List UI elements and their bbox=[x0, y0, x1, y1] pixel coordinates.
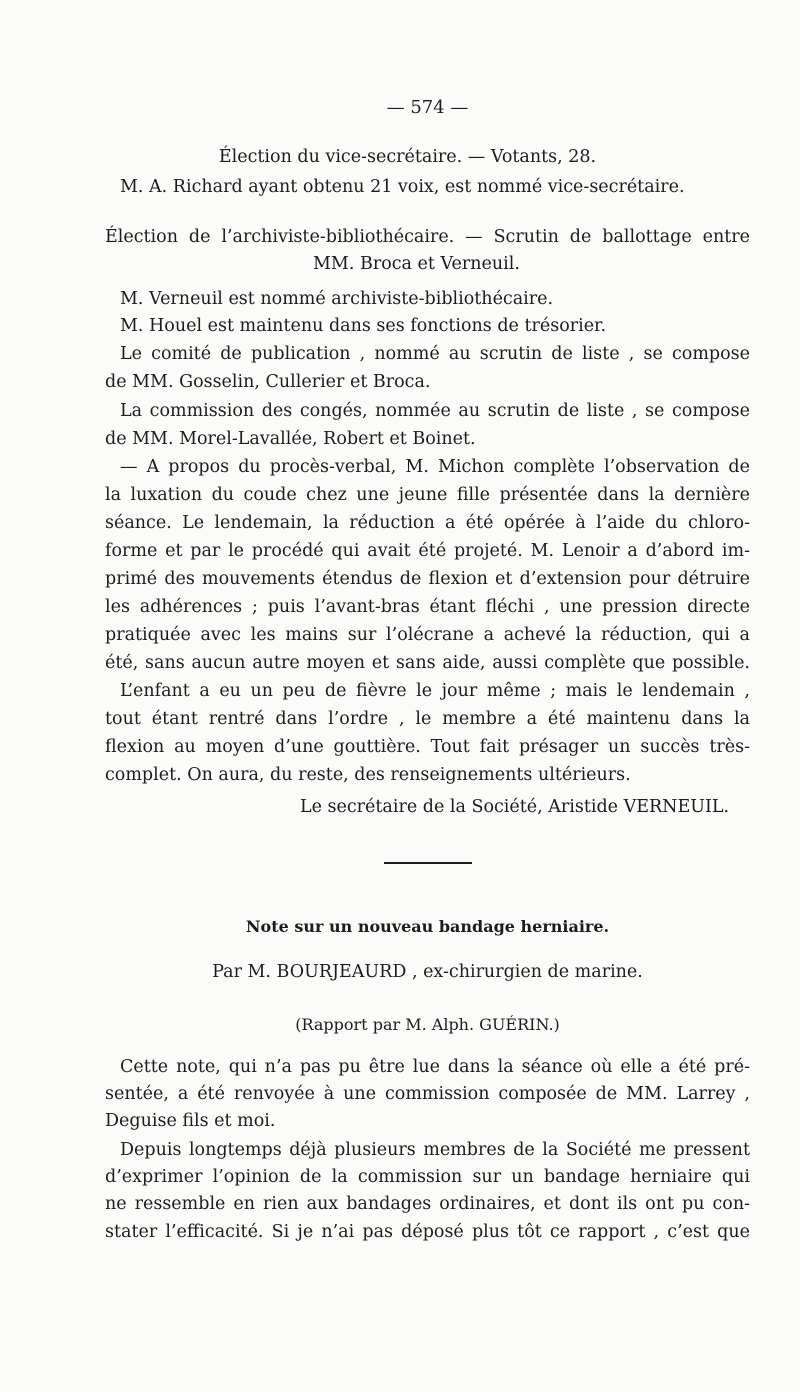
text-line: d’exprimer l’opinion de la commission sur un bandage herniaire qui bbox=[105, 1167, 750, 1187]
text-line: de MM. Gosselin, Cullerier et Broca. bbox=[105, 372, 431, 392]
text-line: séance. Le lendemain, la réduction a été opérée à l’aide du chloro- bbox=[105, 513, 750, 533]
election-archivist-heading: Élection de l’archiviste-bibliothécaire. — Scrutin de ballottage entre bbox=[105, 227, 750, 247]
article-title: Note sur un nouveau bandage herniaire. bbox=[245, 917, 610, 936]
text-line: La commission des congés, nommée au scrutin de liste , se compose bbox=[120, 401, 750, 421]
text-line: flexion au moyen d’une gouttière. Tout fait présager un succès très- bbox=[105, 737, 750, 757]
section-divider bbox=[384, 862, 472, 864]
text-line: MM. Broca et Verneuil. bbox=[313, 254, 520, 274]
text-line: été, sans aucun autre moyen et sans aide, aussi complète que possible. bbox=[105, 653, 750, 673]
text-line: Deguise fils et moi. bbox=[105, 1111, 276, 1131]
text-line: L’enfant a eu un peu de fièvre le jour même ; mais le lendemain , bbox=[120, 681, 750, 701]
text-line: stater l’efficacité. Si je n’ai pas déposé plus tôt ce rapport , c’est que bbox=[105, 1222, 750, 1242]
text-line: primé des mouvements étendus de flexion et d’extension pour détruire bbox=[105, 569, 750, 589]
text-line: M. Verneuil est nommé archiviste-bibliothécaire. bbox=[120, 289, 554, 309]
text-line: pratiquée avec les mains sur l’olécrane a achevé la réduction, qui a bbox=[105, 625, 750, 645]
page-number: — 574 — bbox=[386, 97, 469, 118]
text-line: ne ressemble en rien aux bandages ordinaires, et dont ils ont pu con- bbox=[105, 1194, 750, 1214]
report-attribution: (Rapport par M. Alph. GUÉRIN.) bbox=[295, 1015, 560, 1034]
text-line: Le comité de publication , nommé au scrutin de liste , se compose bbox=[120, 344, 750, 364]
text-line: Depuis longtemps déjà plusieurs membres de la Société me pressent bbox=[120, 1140, 750, 1160]
text-line: forme et par le procédé qui avait été projeté. M. Lenoir a d’abord im- bbox=[105, 541, 750, 561]
election-vice-secretary-heading: Élection du vice-secrétaire. — Votants, 28. bbox=[218, 147, 597, 167]
text-line: Cette note, qui n’a pas pu être lue dans la séance où elle a été pré- bbox=[120, 1057, 750, 1077]
text-line: tout étant rentré dans l’ordre , le membre a été maintenu dans la bbox=[105, 709, 750, 729]
text-line: M. Houel est maintenu dans ses fonctions de trésorier. bbox=[120, 316, 607, 336]
text-line: — A propos du procès-verbal, M. Michon complète l’observation de bbox=[120, 457, 750, 477]
text-line: la luxation du coude chez une jeune fille présentée dans la dernière bbox=[105, 485, 750, 505]
text-line: de MM. Morel-Lavallée, Robert et Boinet. bbox=[105, 429, 476, 449]
article-author: Par M. BOURJEAURD , ex-chirurgien de marine. bbox=[212, 962, 643, 982]
text-line: les adhérences ; puis l’avant-bras étant fléchi , une pression directe bbox=[105, 597, 750, 617]
text-line: complet. On aura, du reste, des renseignements ultérieurs. bbox=[105, 765, 631, 785]
text-line: M. A. Richard ayant obtenu 21 voix, est nommé vice-secrétaire. bbox=[120, 177, 685, 197]
secretary-signature: Le secrétaire de la Société, Aristide VERNEUIL. bbox=[300, 797, 730, 817]
text-line: sentée, a été renvoyée à une commission composée de MM. Larrey , bbox=[105, 1084, 750, 1104]
